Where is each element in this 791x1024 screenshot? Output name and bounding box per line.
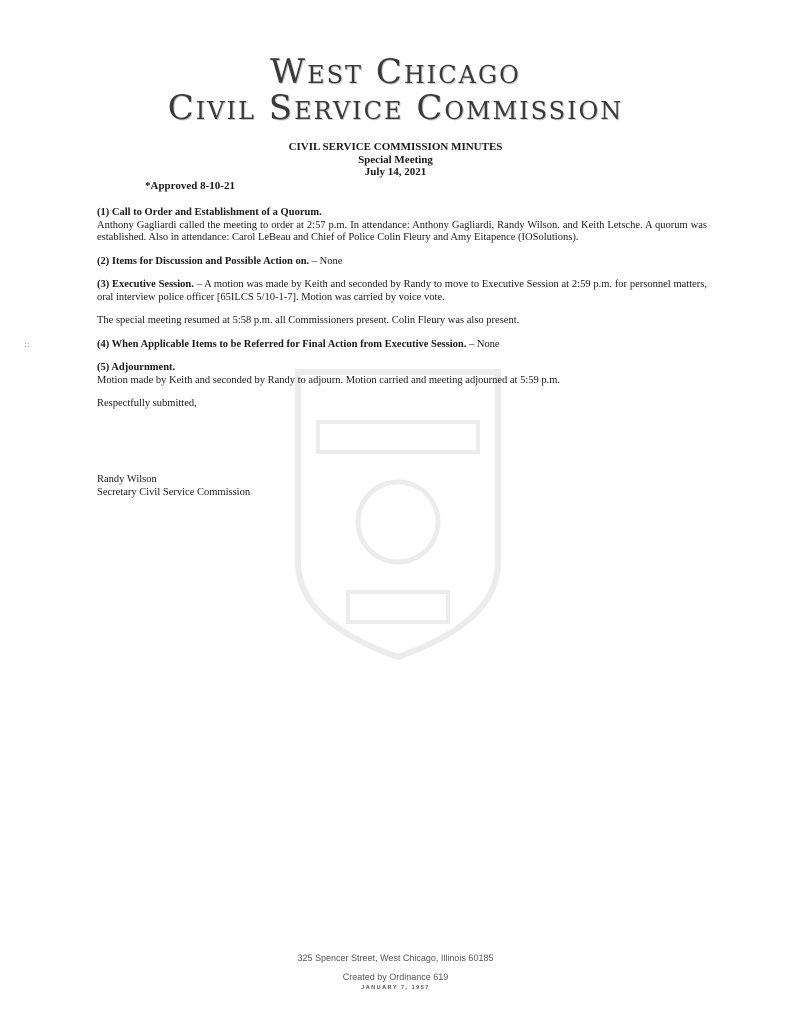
footer-ordinance-date: JANUARY 7, 1957 bbox=[361, 985, 430, 991]
footer-address: 325 Spencer Street, West Chicago, Illinois 60185 bbox=[297, 953, 494, 963]
signer-name: Randy Wilson bbox=[97, 474, 157, 485]
section-text: – None bbox=[466, 338, 500, 350]
section-heading: (1) Call to Order and Establishment of a Quorum. bbox=[97, 207, 322, 218]
section-text: – None bbox=[309, 255, 343, 267]
section-text: Motion made by Keith and seconded by Randy to adjourn. Motion carried and meeting adjourned at 5:59 p.m. bbox=[97, 374, 561, 386]
section-executive-session bbox=[97, 279, 707, 304]
closing-line: Respectfully submitted, bbox=[97, 398, 197, 409]
signer-title: Secretary Civil Service Commission bbox=[97, 487, 251, 498]
section-heading: (4) When Applicable Items to be Referred for Final Action from Executive Session. bbox=[97, 338, 467, 350]
meeting-resumed: The special meeting resumed at 5:58 p.m. all Commissioners present. Colin Fleury was also present. bbox=[97, 315, 520, 326]
meeting-date: July 14, 2021 bbox=[364, 166, 427, 178]
letterhead-commission: Civil Service Commission bbox=[167, 88, 624, 128]
letterhead-city: West Chicago bbox=[270, 52, 521, 92]
section-heading: (3) Executive Session. bbox=[97, 279, 194, 290]
minutes-title: CIVIL SERVICE COMMISSION MINUTES bbox=[288, 141, 503, 153]
approval-note: *Approved 8-10-21 bbox=[145, 180, 235, 192]
section-call-to-order bbox=[97, 207, 707, 245]
minutes-body bbox=[97, 207, 707, 422]
section-text: – A motion was made by Keith and seconded by Randy to move to Executive Session at 2:59 p.m. for personnel matters, oral interview police officer [65ILCS 5/10-1-7]. Motion was carried by voice vote. bbox=[97, 279, 707, 303]
signature-block bbox=[97, 473, 250, 499]
section-text: Anthony Gagliardi called the meeting to order at 2:57 p.m. In attendance: Anthony Gagliardi, Randy Wilson. and Keith Letsche. A quorum was established. Also in attendance: Carol LeBeau and Chief of Police Colin Fleury and Amy Eitapence (IOSolutions). bbox=[97, 219, 707, 243]
section-discussion bbox=[97, 256, 707, 269]
margin-mark: :: bbox=[24, 340, 30, 349]
section-heading: (5) Adjournment. bbox=[97, 362, 176, 373]
section-adjournment bbox=[97, 362, 707, 387]
section-final-action bbox=[97, 339, 707, 352]
footer-ordinance: Created by Ordinance 619 bbox=[342, 972, 449, 982]
section-heading: (2) Items for Discussion and Possible Action on. bbox=[97, 255, 310, 267]
meeting-type: Special Meeting bbox=[358, 154, 433, 166]
